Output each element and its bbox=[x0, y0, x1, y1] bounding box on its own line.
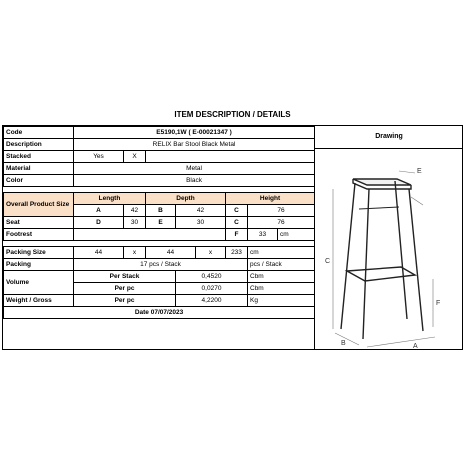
overall-b-value: 42 bbox=[176, 205, 226, 217]
weight-unit: Kg bbox=[248, 295, 315, 307]
seat-label: Seat bbox=[4, 217, 74, 229]
overall-c-value: 76 bbox=[248, 205, 315, 217]
code-row bbox=[4, 127, 315, 139]
material-label: Material bbox=[4, 163, 74, 175]
drawing-panel bbox=[314, 126, 463, 349]
stacked-label: Stacked bbox=[4, 151, 74, 163]
length-header: Length bbox=[74, 193, 146, 205]
footrest-row bbox=[4, 229, 315, 241]
leg-back-right bbox=[395, 181, 407, 319]
packing-size-unit: cm bbox=[248, 247, 315, 259]
packing-value: 17 pcs / Stack bbox=[74, 259, 248, 271]
label-a: A bbox=[413, 343, 418, 349]
volume-per-stack-label: Per Stack bbox=[74, 271, 176, 283]
seat-e-letter: E bbox=[146, 217, 176, 229]
color-row bbox=[4, 175, 315, 187]
seat-top bbox=[353, 179, 411, 185]
footrest-f-letter: F bbox=[226, 229, 248, 241]
code-value: E5190,1W ( E-00021347 ) bbox=[74, 127, 315, 139]
packing-unit: pcs / Stack bbox=[248, 259, 315, 271]
overall-a-letter: A bbox=[74, 205, 124, 217]
seat-row bbox=[4, 217, 315, 229]
dim-e-line bbox=[399, 171, 415, 173]
height-header: Height bbox=[226, 193, 315, 205]
color-label: Color bbox=[4, 175, 74, 187]
stacked-row bbox=[4, 151, 315, 163]
weight-label: Weight / Gross bbox=[4, 295, 74, 307]
weight-per-pc-label: Per pc bbox=[74, 295, 176, 307]
volume-per-stack-unit: Cbm bbox=[248, 271, 315, 283]
packing-size-width: 44 bbox=[146, 247, 196, 259]
seat-c-letter: C bbox=[226, 217, 248, 229]
label-f: F bbox=[436, 300, 441, 307]
label-c: C bbox=[325, 258, 331, 265]
drawing-title: Drawing bbox=[315, 126, 463, 149]
packing-size-height: 233 bbox=[226, 247, 248, 259]
volume-row-1 bbox=[4, 271, 315, 283]
overall-b-letter: B bbox=[146, 205, 176, 217]
packing-size-x2: x bbox=[196, 247, 226, 259]
upper-rail bbox=[359, 207, 399, 209]
footrest-label: Footrest bbox=[4, 229, 74, 241]
volume-per-stack-value: 0,4520 bbox=[176, 271, 248, 283]
leg-back-left bbox=[341, 183, 355, 329]
volume-label: Volume bbox=[4, 271, 74, 295]
packing-row bbox=[4, 259, 315, 271]
stacked-mark: X bbox=[124, 151, 146, 163]
footrest-unit: cm bbox=[278, 229, 315, 241]
label-e: E bbox=[417, 168, 422, 175]
packing-size-label: Packing Size bbox=[4, 247, 74, 259]
weight-row bbox=[4, 295, 315, 307]
depth-header: Depth bbox=[146, 193, 226, 205]
dim-d-line bbox=[411, 197, 423, 205]
packing-size-length: 44 bbox=[74, 247, 124, 259]
label-b: B bbox=[341, 340, 346, 347]
overall-header-row bbox=[4, 193, 315, 205]
code-label: Code bbox=[4, 127, 74, 139]
seat-d-letter: D bbox=[74, 217, 124, 229]
overall-label: Overall Product Size bbox=[4, 193, 74, 217]
volume-per-pc-value: 0,0270 bbox=[176, 283, 248, 295]
stacked-empty bbox=[146, 151, 315, 163]
seat-c-value: 76 bbox=[248, 217, 315, 229]
color-value: Black bbox=[74, 175, 315, 187]
seat-d-value: 30 bbox=[124, 217, 146, 229]
description-label: Description bbox=[4, 139, 74, 151]
date-row bbox=[4, 307, 315, 319]
leg-front-left bbox=[363, 189, 369, 339]
overall-a-value: 42 bbox=[124, 205, 146, 217]
footrest-frame bbox=[347, 267, 415, 281]
description-value: RELIX Bar Stool Black Metal bbox=[74, 139, 315, 151]
volume-per-pc-label: Per pc bbox=[74, 283, 176, 295]
footrest-f-value: 33 bbox=[248, 229, 278, 241]
details-table-area bbox=[3, 126, 314, 349]
stacked-yes: Yes bbox=[74, 151, 124, 163]
material-value: Metal bbox=[74, 163, 315, 175]
details-table bbox=[3, 126, 315, 319]
material-row bbox=[4, 163, 315, 175]
weight-value: 4,2200 bbox=[176, 295, 248, 307]
packing-size-x1: x bbox=[124, 247, 146, 259]
description-row bbox=[4, 139, 315, 151]
packing-size-row bbox=[4, 247, 315, 259]
details-sheet bbox=[2, 125, 463, 350]
bar-stool-drawing bbox=[315, 149, 463, 349]
sheet-title: ITEM DESCRIPTION / DETAILS bbox=[174, 110, 291, 119]
date-text: Date 07/07/2023 bbox=[4, 307, 315, 319]
packing-label: Packing bbox=[4, 259, 74, 271]
stool-outline bbox=[341, 179, 423, 339]
leg-front-right bbox=[409, 189, 423, 331]
seat-e-value: 30 bbox=[176, 217, 226, 229]
footrest-empty bbox=[74, 229, 226, 241]
dim-b-line bbox=[335, 333, 359, 345]
volume-per-pc-unit: Cbm bbox=[248, 283, 315, 295]
overall-c-letter: C bbox=[226, 205, 248, 217]
dim-a-line bbox=[367, 337, 435, 347]
